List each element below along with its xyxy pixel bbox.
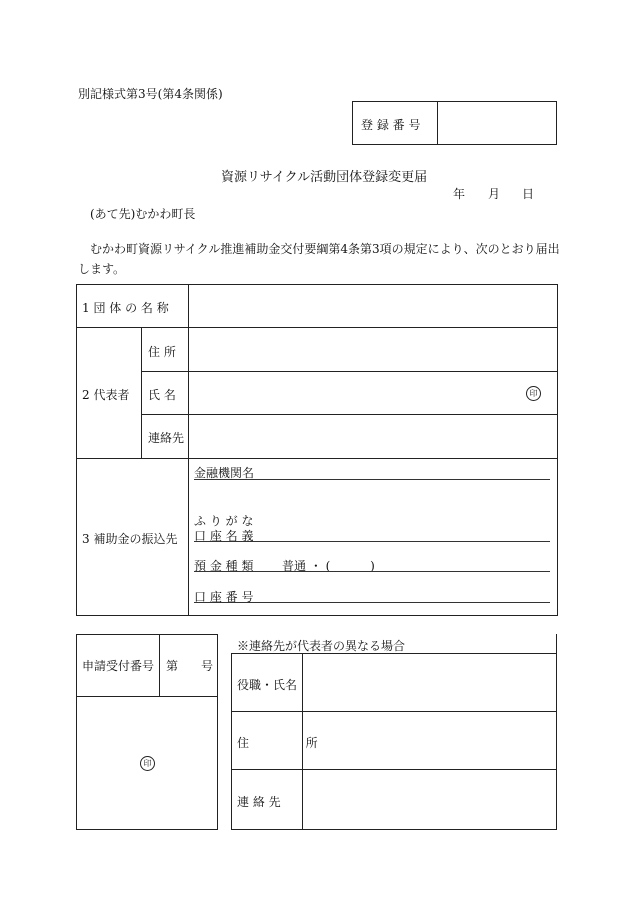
column-divider — [188, 284, 189, 616]
date-year: 年 — [453, 187, 466, 201]
account-holder-line[interactable] — [194, 541, 550, 542]
date-day: 日 — [522, 187, 535, 201]
receipt-seal-mark: 印 — [140, 756, 155, 771]
deposit-type-options[interactable]: 普通 ・ ( ) — [282, 559, 375, 573]
bank-name-line[interactable] — [194, 479, 550, 480]
position-name-label: 役職・氏名 — [237, 678, 298, 692]
representative-address-field[interactable] — [194, 335, 550, 363]
organization-name-field[interactable] — [194, 292, 550, 320]
row-divider — [141, 371, 558, 372]
bank-name-label: 金融機関名 — [194, 466, 255, 480]
row-divider — [231, 711, 557, 712]
furigana-label: ふ り が な — [194, 514, 254, 528]
name-label: 氏 名 — [148, 388, 176, 402]
alt-contact-note: ※連絡先が代表者の異なる場合 — [237, 639, 406, 653]
addressee: (あて先)むかわ町長 — [90, 207, 196, 221]
receipt-number-label: 申請受付番号 — [82, 659, 155, 673]
date-month: 月 — [488, 187, 501, 201]
deposit-type-label: 預 金 種 類 — [194, 559, 254, 573]
column-divider — [141, 327, 142, 458]
account-number-label: 口 座 番 号 — [194, 590, 254, 604]
border-stub — [556, 634, 557, 654]
representative-label: 2 代表者 — [82, 388, 130, 402]
row-divider — [76, 327, 558, 328]
document-title: 資源リサイクル活動団体登録変更届 — [221, 170, 428, 185]
address-label: 住 所 — [148, 345, 176, 359]
organization-name-label: 1 団 体 の 名 称 — [82, 301, 169, 315]
deposit-type-line — [194, 571, 550, 572]
receipt-number-go: 号 — [201, 659, 214, 673]
row-divider — [231, 769, 557, 770]
registration-number-label: 登 録 番 号 — [361, 118, 421, 132]
intro-line-2: します。 — [78, 262, 126, 276]
intro-line-1: むかわ町資源リサイクル推進補助金交付要綱第4条第3項の規定により、次のとおり届出 — [90, 242, 560, 256]
alt-address-label-text: 住 所 — [237, 736, 345, 750]
representative-contact-field[interactable] — [194, 422, 550, 450]
divider — [437, 101, 438, 145]
row-divider — [76, 696, 218, 697]
receipt-number-dai: 第 — [166, 659, 179, 673]
column-divider — [159, 634, 160, 696]
bank-transfer-label: 3 補助金の振込先 — [82, 532, 178, 546]
alt-address-field[interactable] — [308, 720, 548, 762]
row-divider — [76, 458, 558, 459]
alt-contact-label: 連 絡 先 — [237, 795, 281, 809]
row-divider — [141, 414, 558, 415]
form-number: 別記様式第3号(第4条関係) — [78, 87, 223, 101]
representative-name-field[interactable] — [194, 379, 514, 407]
account-number-line[interactable] — [194, 602, 550, 603]
contact-label: 連絡先 — [148, 431, 185, 445]
account-holder-label: 口 座 名 義 — [194, 529, 254, 543]
alt-position-name-field[interactable] — [308, 662, 548, 704]
alt-contact-field[interactable] — [308, 778, 548, 820]
seal-mark: 印 — [526, 386, 541, 401]
